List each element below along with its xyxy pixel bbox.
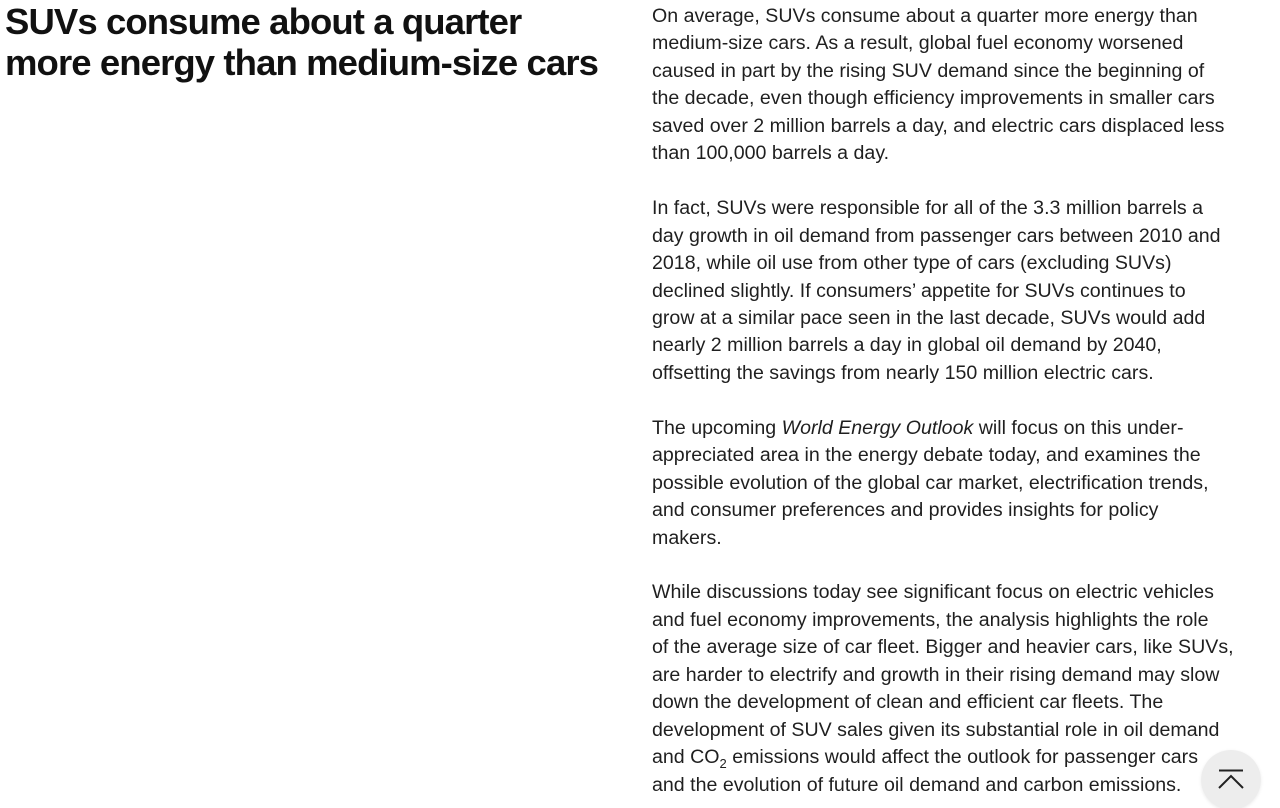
text-line: saved over 2 million barrels a day, and electric cars displaced less — [652, 114, 1225, 137]
text-line: the decade, even though efficiency improvements in smaller cars — [652, 87, 1215, 110]
text-line: grow at a similar pace seen in the last decade, SUVs would add — [652, 306, 1206, 329]
text-line: declined slightly. If consumers’ appetite for SUVs continues to — [652, 279, 1186, 302]
publication-title: World Energy Outlook — [781, 416, 974, 439]
paragraph-3 — [652, 415, 1262, 552]
text-line: and consumer preferences and provides insights for policy — [652, 499, 1159, 522]
text-line: In fact, SUVs were responsible for all of the 3.3 million barrels a — [652, 197, 1204, 220]
text-line: appreciated area in the energy debate today, and examines the — [652, 444, 1201, 467]
text-fragment: will focus on this under- — [973, 416, 1184, 439]
text-line: 2018, while oil use from other type of cars (excluding SUVs) — [652, 252, 1172, 275]
text-line — [652, 744, 1262, 771]
arrow-up-to-top-icon — [1218, 769, 1244, 791]
heading-line-2: more energy than medium-size cars — [5, 42, 599, 83]
text-line: On average, SUVs consume about a quarter more energy than — [652, 5, 1198, 27]
text-line: day growth in oil demand from passenger cars between 2010 and — [652, 224, 1221, 247]
text-fragment: and CO — [652, 746, 720, 769]
text-line: offsetting the savings from nearly 150 million electric cars. — [652, 361, 1154, 384]
text-line: and fuel economy improvements, the analysis highlights the role — [652, 608, 1209, 631]
text-line: makers. — [652, 526, 722, 549]
subscript: 2 — [719, 756, 727, 772]
text-line: development of SUV sales given its substantial role in oil demand — [652, 718, 1220, 741]
text-line: While discussions today see significant focus on electric vehicles — [652, 581, 1214, 604]
text-line: and the evolution of future oil demand and carbon emissions. — [652, 773, 1182, 796]
heading-line-1: SUVs consume about a quarter — [5, 1, 522, 42]
text-line: than 100,000 barrels a day. — [652, 142, 890, 165]
text-line: are harder to electrify and growth in their rising demand may slow — [652, 663, 1220, 686]
text-line: down the development of clean and efficient car fleets. The — [652, 691, 1164, 714]
text-fragment: The upcoming — [652, 416, 782, 439]
text-line: caused in part by the rising SUV demand since the beginning of — [652, 59, 1205, 82]
text-line: nearly 2 million barrels a day in global oil demand by 2040, — [652, 334, 1162, 357]
scroll-to-top-button[interactable] — [1201, 750, 1261, 808]
paragraph-4 — [652, 579, 1262, 799]
text-line: possible evolution of the global car market, electrification trends, — [652, 471, 1209, 494]
paragraph-1 — [652, 3, 1262, 168]
article-body — [652, 3, 1262, 808]
paragraph-2 — [652, 195, 1262, 387]
text-line: medium-size cars. As a result, global fuel economy worsened — [652, 32, 1184, 55]
text-fragment: emissions would affect the outlook for passenger cars — [726, 746, 1198, 769]
article-heading — [5, 1, 630, 83]
text-line — [652, 415, 1262, 442]
text-line: of the average size of car fleet. Bigger and heavier cars, like SUVs, — [652, 636, 1234, 659]
